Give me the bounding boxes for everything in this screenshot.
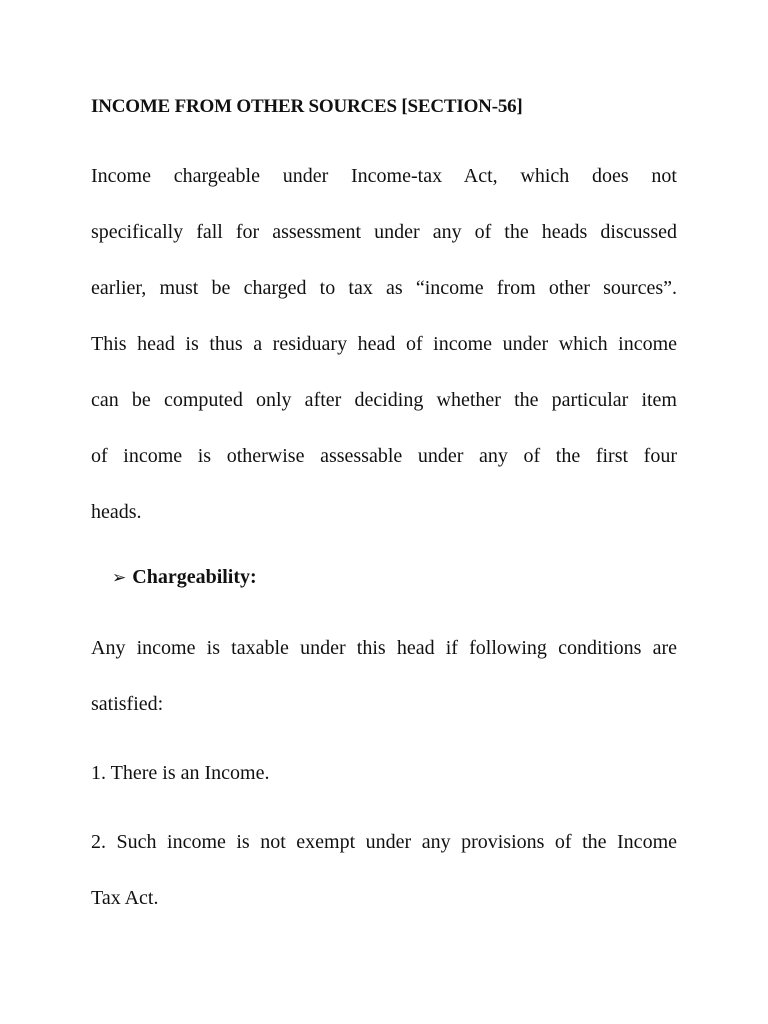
paragraph-line: specifically fall for assessment under any of the heads discussed	[91, 221, 677, 243]
paragraph-line: earlier, must be charged to tax as “income from other sources”.	[91, 277, 677, 299]
intro-paragraph	[91, 148, 677, 540]
paragraph-line: Any income is taxable under this head if following conditions are	[91, 637, 677, 659]
conditions-paragraph	[91, 620, 677, 732]
paragraph-line: of income is otherwise assessable under any of the first four	[91, 445, 677, 467]
paragraph-line: Income chargeable under Income-tax Act, which does not	[91, 165, 677, 187]
paragraph-line: This head is thus a residuary head of income under which income	[91, 333, 677, 355]
paragraph-line: satisfied:	[91, 693, 164, 715]
condition-item-2	[91, 814, 677, 926]
paragraph-line: Tax Act.	[91, 887, 159, 909]
bullet-heading: Chargeability:	[132, 566, 257, 588]
chargeability-bullet	[112, 566, 257, 589]
paragraph-line: heads.	[91, 501, 142, 523]
paragraph-line: can be computed only after deciding whether the particular item	[91, 389, 677, 411]
arrow-bullet-icon: ➢	[112, 568, 127, 588]
condition-item-1: 1. There is an Income.	[91, 762, 270, 784]
paragraph-line: 2. Such income is not exempt under any provisions of the Income	[91, 831, 677, 853]
section-heading: INCOME FROM OTHER SOURCES [SECTION-56]	[91, 96, 523, 117]
